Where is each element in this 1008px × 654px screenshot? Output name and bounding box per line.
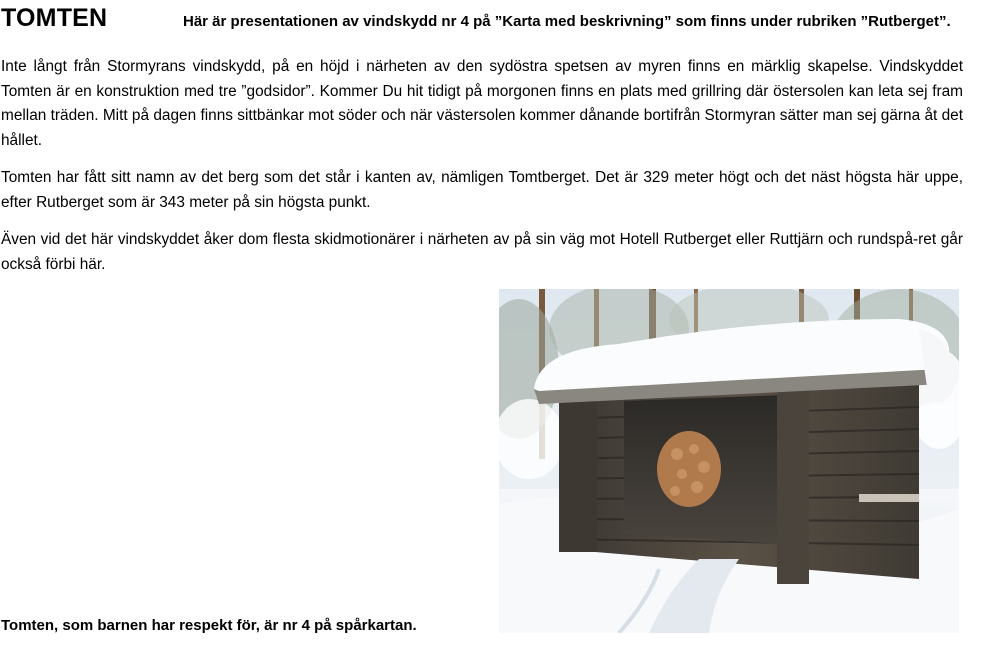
page-subtitle: Här är presentationen av vindskydd nr 4 på ”Karta med beskrivning” som finns under rubriken ”Rutberget”.	[183, 13, 951, 30]
paragraph-ski-route: Även vid det här vindskyddet åker dom flesta skidmotionärer i närheten av på sin väg mot Hotell Rutberget eller Ruttjärn och rundspå-ret går också förbi här.	[1, 231, 963, 273]
photo-caption: Tomten, som barnen har respekt för, är nr 4 på spårkartan.	[1, 617, 417, 634]
shelter-photo	[499, 289, 959, 633]
paragraph-intro: Inte långt från Stormyrans vindskydd, på en höjd i närheten av den sydöstra spetsen av myren finns en märklig skapelse. Vindskyddet Tomten är en konstruktion med tre ”godsidor”. Kommer Du hit tidigt på morgonen finns en plats med grillring där östersolen kan leta sej fram mellan träden. Mitt på dagen finns sittbänkar mot söder och när västersolen kommer dånande bortifrån Stormyran sätter man sej gärna åt det hållet.	[1, 58, 963, 149]
firewood-stack	[657, 431, 721, 507]
paragraph-name-origin: Tomten har fått sitt namn av det berg som det står i kanten av, nämligen Tomtberget. Det är 329 meter högt och det näst högsta här uppe, efter Rutberget som är 343 meter på sin högsta punkt.	[1, 169, 963, 211]
page-title: TOMTEN	[1, 4, 108, 32]
